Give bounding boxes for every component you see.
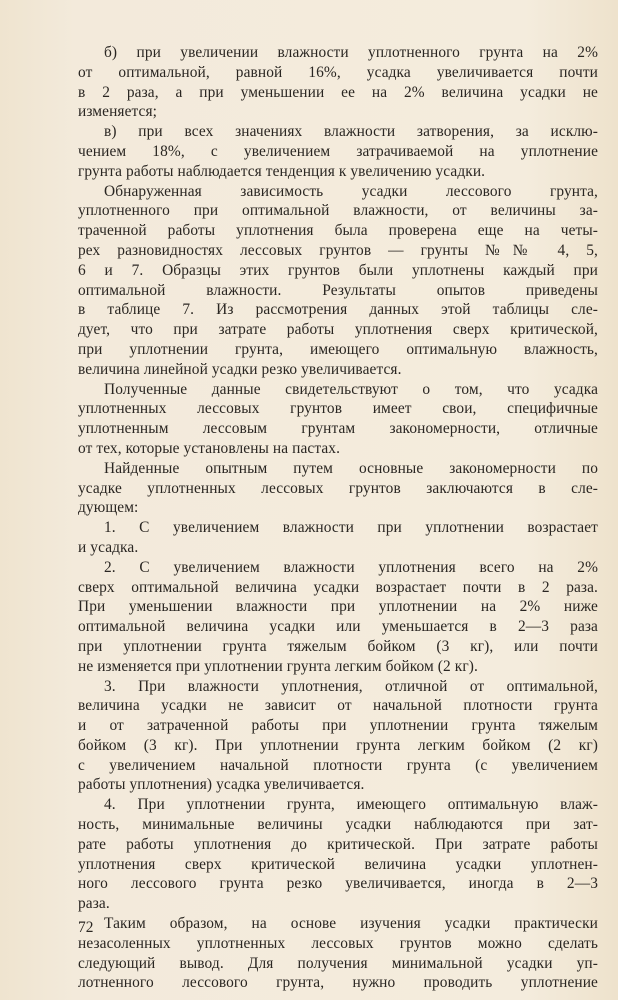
text-line: 1. С увеличением влажности при уплотнении возрастает bbox=[104, 519, 598, 537]
text-line: оптимальной величина усадки или уменьшается в 2—3 раза bbox=[78, 618, 598, 636]
body-text bbox=[78, 43, 598, 993]
text-line: ность, минимальные величины усадки наблюдаются при зат- bbox=[78, 816, 598, 834]
text-line: величина усадки не зависит от начальной плотности грунта bbox=[78, 697, 598, 715]
text-line: дует, что при затрате работы уплотнения сверх критической, bbox=[78, 321, 598, 339]
text-line: уплотнения сверх критической величина усадки уплотнен- bbox=[78, 855, 598, 873]
text-line: ного лессового грунта резко увеличивается, иногда в 2—3 bbox=[78, 875, 598, 893]
text-line: дующем: bbox=[78, 499, 139, 517]
text-line: в) при всех значениях влажности затворения, за исклю- bbox=[104, 123, 598, 141]
text-line: усадке уплотненных лессовых грунтов заключаются в сле- bbox=[78, 479, 598, 497]
text-line: 2. С увеличением влажности уплотнения всего на 2% bbox=[104, 558, 598, 576]
text-line: б) при увеличении влажности уплотненного грунта на 2% bbox=[104, 44, 598, 61]
text-line: раза. bbox=[78, 895, 110, 913]
text-line: Полученные данные свидетельствуют о том, что усадка bbox=[104, 380, 598, 398]
text-line: 4. При уплотнении грунта, имеющего оптимальную влаж- bbox=[104, 796, 598, 814]
text-line: уплотненным лессовым грунтам закономерности, отличные bbox=[78, 420, 598, 438]
text-line: при уплотнении грунта тяжелым бойком (3 кг), или почти bbox=[78, 637, 598, 655]
text-line: чением 18%, с увеличением затрачиваемой на уплотнение bbox=[78, 142, 598, 160]
text-line: в таблице 7. Из рассмотрения данных этой таблицы сле- bbox=[78, 301, 598, 319]
text-line: следующий вывод. Для получения минимальной усадки уп- bbox=[78, 954, 598, 972]
text-line: уплотненного при оптимальной влажности, от величины за- bbox=[78, 202, 598, 220]
text-line: оптимальной влажности. Результаты опытов приведены bbox=[78, 281, 598, 299]
text-line: бойком (3 кг). При уплотнении грунта легким бойком (2 кг) bbox=[78, 736, 598, 754]
text-line: Найденные опытным путем основные закономерности по bbox=[104, 459, 598, 477]
text-line: Обнаруженная зависимость усадки лессового грунта, bbox=[104, 182, 598, 200]
text-line: уплотненных лессовых грунтов имеет свои, специфичные bbox=[78, 400, 598, 418]
text-line: в 2 раза, а при уменьшении ее на 2% величина усадки не bbox=[78, 83, 598, 101]
text-line: величина линейной усадки резко увеличивается. bbox=[78, 360, 402, 378]
text-line: незасоленных уплотненных лессовых грунтов можно сделать bbox=[78, 934, 598, 952]
text-line: и усадка. bbox=[78, 538, 139, 556]
page-number: 72 bbox=[78, 919, 94, 936]
text-line: работы уплотнения) усадка увеличивается. bbox=[78, 776, 365, 794]
text-line: от оптимальной, равной 16%, усадка увеличивается почти bbox=[78, 63, 598, 81]
text-line: Таким образом, на основе изучения усадки практически bbox=[104, 915, 598, 933]
text-line: При уменьшении влажности при уплотнении на 2% ниже bbox=[78, 598, 598, 616]
text-line: изменяется; bbox=[78, 103, 158, 121]
text-line: 6 и 7. Образцы этих грунтов были уплотнены каждый при bbox=[78, 261, 598, 279]
text-line: 3. При влажности уплотнения, отличной от оптимальной, bbox=[104, 677, 598, 695]
text-line: траченной работы уплотнения была проверена еще на четы- bbox=[78, 222, 598, 240]
text-line: рех разновидностях лессовых грунтов — грунты №№ 4, 5, bbox=[78, 241, 598, 259]
text-line: рате работы уплотнения до критической. При затрате работы bbox=[78, 835, 598, 853]
text-line: не изменяется при уплотнении грунта легким бойком (2 кг). bbox=[78, 657, 478, 675]
text-line: и от затраченной работы при уплотнении грунта тяжелым bbox=[78, 717, 598, 735]
text-line: лотненного лессового грунта, нужно проводить уплотнение bbox=[78, 974, 598, 992]
text-line: сверх оптимальной величина усадки возрастает почти в 2 раза. bbox=[78, 578, 598, 596]
text-line: при уплотнении грунта, имеющего оптимальную влажность, bbox=[78, 340, 598, 358]
text-line: с увеличением начальной плотности грунта (с увеличением bbox=[78, 756, 598, 774]
text-line: от тех, которые установлены на пастах. bbox=[78, 439, 341, 457]
text-line: грунта работы наблюдается тенденция к увеличению усадки. bbox=[78, 162, 486, 180]
